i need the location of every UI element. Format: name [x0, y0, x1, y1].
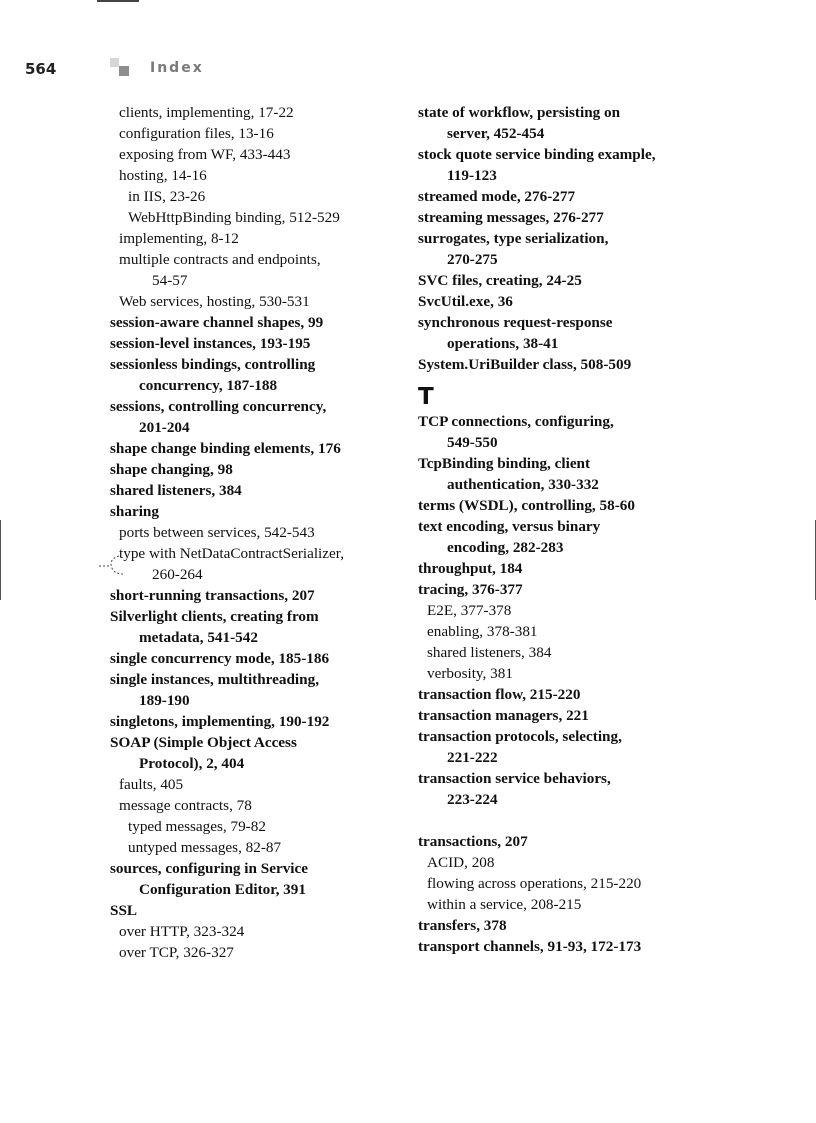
- index-entry: ACID, 208: [427, 854, 495, 871]
- index-entry: streamed mode, 276-277: [418, 188, 576, 205]
- index-column-left: [110, 102, 410, 963]
- index-entry: Silverlight clients, creating from: [110, 608, 319, 625]
- index-entry: transactions, 207: [418, 833, 528, 850]
- index-entry: transaction flow, 215-220: [418, 686, 581, 703]
- index-entry-continuation: 549-550: [447, 434, 498, 451]
- index-entry-continuation: 221-222: [447, 749, 498, 766]
- index-entry-continuation: 54-57: [152, 272, 188, 289]
- index-entry: transport channels, 91-93, 172-173: [418, 938, 642, 955]
- index-entry: multiple contracts and endpoints,: [119, 251, 321, 268]
- index-entry: E2E, 377-378: [427, 602, 512, 619]
- index-entry-continuation: 201-204: [139, 419, 190, 436]
- index-entry: sessionless bindings, controlling: [110, 356, 316, 373]
- index-entry: stock quote service binding example,: [418, 146, 656, 163]
- top-rule: [97, 0, 139, 2]
- index-entry: text encoding, versus binary: [418, 518, 601, 535]
- index-entry: enabling, 378-381: [427, 623, 538, 640]
- index-entry: transaction service behaviors,: [418, 770, 611, 787]
- index-entry: within a service, 208-215: [427, 896, 582, 913]
- index-entry: faults, 405: [119, 776, 184, 793]
- index-entry-continuation: 189-190: [139, 692, 190, 709]
- index-group-s: [418, 102, 718, 375]
- index-entry: SVC files, creating, 24-25: [418, 272, 582, 289]
- index-entry-continuation: Protocol), 2, 404: [139, 755, 245, 772]
- index-entry-continuation: metadata, 541-542: [139, 629, 258, 646]
- index-entry: configuration files, 13-16: [119, 125, 274, 142]
- index-entry: message contracts, 78: [119, 797, 252, 814]
- index-entry-continuation: 223-224: [447, 791, 498, 808]
- index-entry: surrogates, type serialization,: [418, 230, 609, 247]
- index-entry: in IIS, 23-26: [128, 188, 206, 205]
- index-entry: state of workflow, persisting on: [418, 104, 621, 121]
- index-entry: untyped messages, 82-87: [128, 839, 282, 856]
- index-entry: session-level instances, 193-195: [110, 335, 311, 352]
- index-entry: typed messages, 79-82: [128, 818, 266, 835]
- index-entry: shape changing, 98: [110, 461, 233, 478]
- index-entry-continuation: encoding, 282-283: [447, 539, 564, 556]
- index-entry: type with NetDataContractSerializer,: [119, 545, 345, 562]
- index-entry: clients, implementing, 17-22: [119, 104, 294, 121]
- index-entry: sources, configuring in Service: [110, 860, 308, 877]
- index-entry: ports between services, 542-543: [119, 524, 315, 541]
- index-entry: shared listeners, 384: [427, 644, 552, 661]
- index-entry: sessions, controlling concurrency,: [110, 398, 327, 415]
- index-entry: SvcUtil.exe, 36: [418, 293, 513, 310]
- index-entry-continuation: Configuration Editor, 391: [139, 881, 306, 898]
- index-entry: throughput, 184: [418, 560, 523, 577]
- index-entry: verbosity, 381: [427, 665, 513, 682]
- index-entry-continuation: authentication, 330-332: [447, 476, 599, 493]
- crop-mark-left: [0, 520, 1, 600]
- entry-spacer: [418, 810, 718, 831]
- index-entry: SSL: [110, 902, 138, 919]
- index-entry: transaction protocols, selecting,: [418, 728, 622, 745]
- index-entry: shared listeners, 384: [110, 482, 242, 499]
- index-entry: terms (WSDL), controlling, 58-60: [418, 497, 635, 514]
- index-entry: SOAP (Simple Object Access: [110, 734, 297, 751]
- index-entry-continuation: operations, 38-41: [447, 335, 559, 352]
- index-entry: session-aware channel shapes, 99: [110, 314, 324, 331]
- index-entry: WebHttpBinding binding, 512-529: [128, 209, 340, 226]
- index-entry: over TCP, 326-327: [119, 944, 234, 961]
- index-entry: tracing, 376-377: [418, 581, 523, 598]
- letter-heading: T: [418, 384, 434, 410]
- index-entry-continuation: 260-264: [152, 566, 203, 583]
- index-entry: transfers, 378: [418, 917, 507, 934]
- index-entry: exposing from WF, 433-443: [119, 146, 291, 163]
- index-entry-continuation: server, 452-454: [447, 125, 545, 142]
- index-entry: TCP connections, configuring,: [418, 413, 614, 430]
- index-entry: hosting, 14-16: [119, 167, 207, 184]
- index-entry: transaction managers, 221: [418, 707, 589, 724]
- index-entry-continuation: concurrency, 187-188: [139, 377, 278, 394]
- index-entry-continuation: 119-123: [447, 167, 497, 184]
- index-column-right: [418, 102, 718, 957]
- index-group-t: [418, 411, 718, 957]
- index-entry: Web services, hosting, 530-531: [119, 293, 310, 310]
- index-entry: System.UriBuilder class, 508-509: [418, 356, 632, 373]
- index-entry: single concurrency mode, 185-186: [110, 650, 330, 667]
- index-entry: implementing, 8-12: [119, 230, 239, 247]
- index-entry: single instances, multithreading,: [110, 671, 319, 688]
- index-entry: shape change binding elements, 176: [110, 440, 341, 457]
- index-entry: TcpBinding binding, client: [418, 455, 591, 472]
- index-entry: flowing across operations, 215-220: [427, 875, 642, 892]
- index-entry: singletons, implementing, 190-192: [110, 713, 330, 730]
- index-entry: sharing: [110, 503, 159, 520]
- index-entry: synchronous request-response: [418, 314, 613, 331]
- section-title: Index: [150, 60, 204, 76]
- index-entry: short-running transactions, 207: [110, 587, 315, 604]
- page-number: 564: [25, 60, 57, 78]
- index-entry-continuation: 270-275: [447, 251, 498, 268]
- header-squares-icon: [110, 58, 130, 76]
- index-entry: streaming messages, 276-277: [418, 209, 604, 226]
- index-entry: over HTTP, 323-324: [119, 923, 245, 940]
